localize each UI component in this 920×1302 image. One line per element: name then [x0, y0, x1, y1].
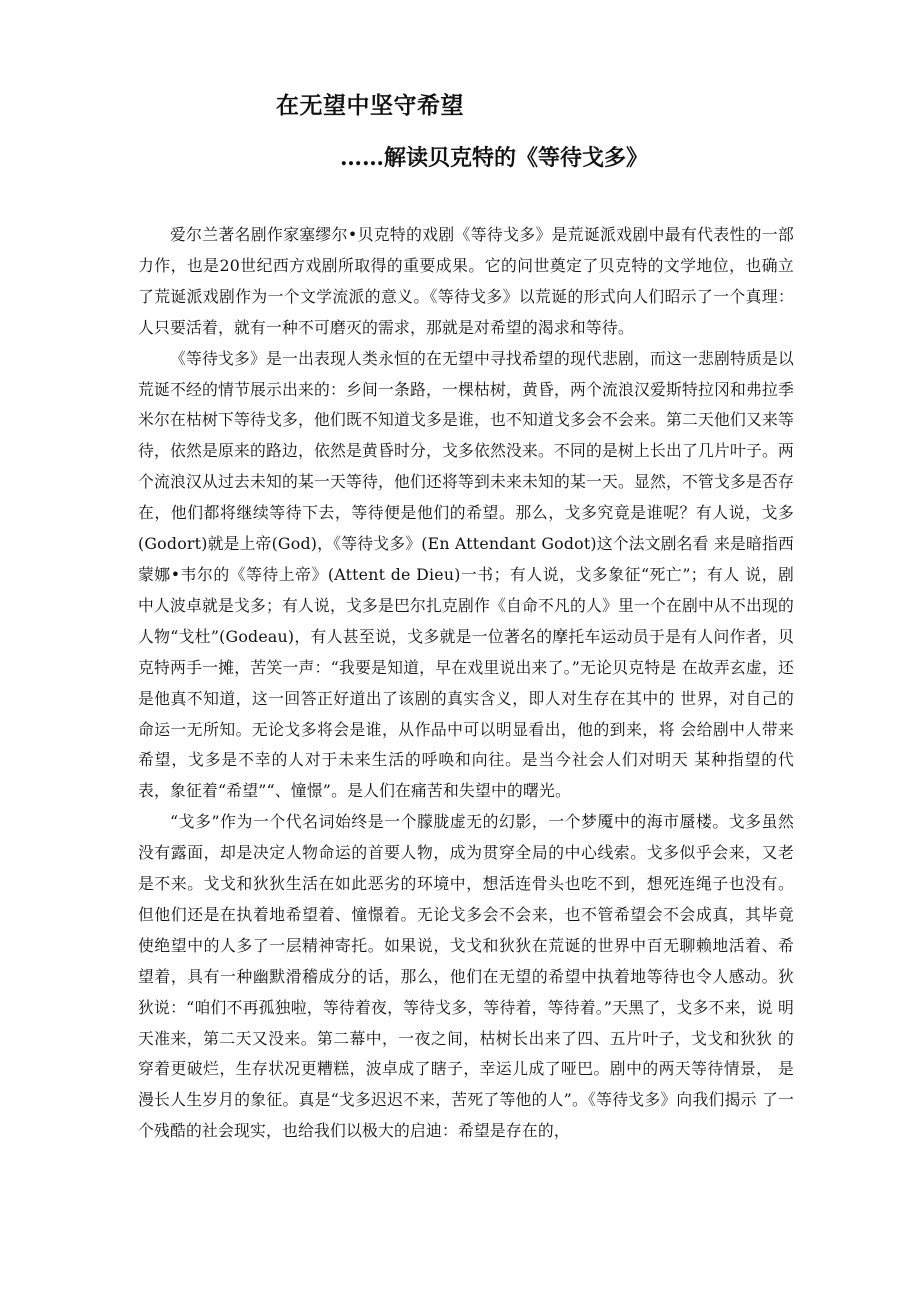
- paragraph-1: 爱尔兰著名剧作家塞缪尔•贝克特的戏剧《等待戈多》是荒诞派戏剧中最有代表性的一部力作，也是20世纪西方戏剧所取得的重要成果。它的问世奠定了贝克特的文学地位，也确立了荒诞派戏剧作为一个文学流派的意义。《等待戈多》以荒诞的形式向人们昭示了一个真理：人只要活着，就有一种不可磨灭的需求，那就是对希望的渴求和等待。: [138, 225, 794, 337]
- paragraph-3: “戈多”作为一个代名词始终是一个朦胧虚无的幻影，一个梦魇中的海市蜃楼。戈多虽然 没有露面，却是决定人物命运的首要人物，成为贯穿全局的中心线索。戈多似乎会来，又老 是不来。戈戈和狄狄生活在如此恶劣的环境中，想活连骨头也吃不到，想死连绳子也没有。 但他们还是在执着地希望着、憧憬着。无论戈多会不会来，也不管希望会不会成真，其毕竟 使绝望中的人多了一层精神寄托。如果说，戈戈和狄狄在荒诞的世界中百无聊赖地活着、希 望着，具有一种幽默滑稽成分的话，那么，他们在无望的希望中执着地等待也令人感动。狄 狄说：“咱们不再孤独啦，等待着夜，等待戈多，等待着，等待着。”天黑了，戈多不来，说 明天准来，第二天又没来。第二幕中，一夜之间，枯树长出来了四、五片叶子，戈戈和狄狄 的穿着更破烂，生存状况更糟糕，波卓成了瞎子，幸运儿成了哑巴。剧中的两天等待情景， 是漫长人生岁月的象征。真是“戈多迟迟不来，苦死了等他的人”。《等待戈多》向我们揭示 了一个残酷的社会现实，也给我们以极大的启迪：希望是存在的，: [138, 812, 794, 1141]
- paragraph-2: 《等待戈多》是一出表现人类永恒的在无望中寻找希望的现代悲剧，而这一悲剧特质是以荒诞不经的情节展示出来的：乡间一条路，一棵枯树，黄昏，两个流浪汉爱斯特拉冈和弗拉季米尔在枯树下等待戈多，他们既不知道戈多是谁，也不知道戈多会不会来。第二天他们又来等待，依然是原来的路边，依然是黄昏时分，戈多依然没来。不同的是树上长出了几片叶子。两个流浪汉从过去未知的某一天等待，他们还将等到未来未知的某一天。显然，不管戈多是否存在，他们都将继续等待下去，等待便是他们的希望。那么，戈多究竟是谁呢？有人说，戈多(Godort)就是上帝(God)，《等待戈多》(En Attendant Godot)这个法文剧名看 来是暗指西蒙娜•韦尔的《等待上帝》(Attent de Dieu)一书；有人说，戈多象征“死亡”；有人 说，剧中人波卓就是戈多；有人说，戈多是巴尔扎克剧作《自命不凡的人》里一个在剧中从不出现的人物“戈杜”(Godeau)，有人甚至说，戈多就是一位著名的摩托车运动员于是有人问作者，贝克特两手一摊，苦笑一声：“我要是知道，早在戏里说出来了。”无论贝克特是 在故弄玄虚，还是他真不知道，这一回答正好道出了该剧的真实含义，即人对生存在其中的 世界，对自己的命运一无所知。无论戈多将会是谁，从作品中可以明显看出，他的到来，将 会给剧中人带来希望，戈多是不幸的人对于未来生活的呼唤和向往。是当今社会人们对明天 某种指望的代表，象征着“希望”“、憧憬”。是人们在痛苦和失望中的曙光。: [138, 348, 794, 801]
- document-title: 在无望中坚守希望: [276, 92, 464, 119]
- document-body: [138, 220, 794, 1147]
- document-subtitle: ……解读贝克特的《等待戈多》: [340, 145, 649, 171]
